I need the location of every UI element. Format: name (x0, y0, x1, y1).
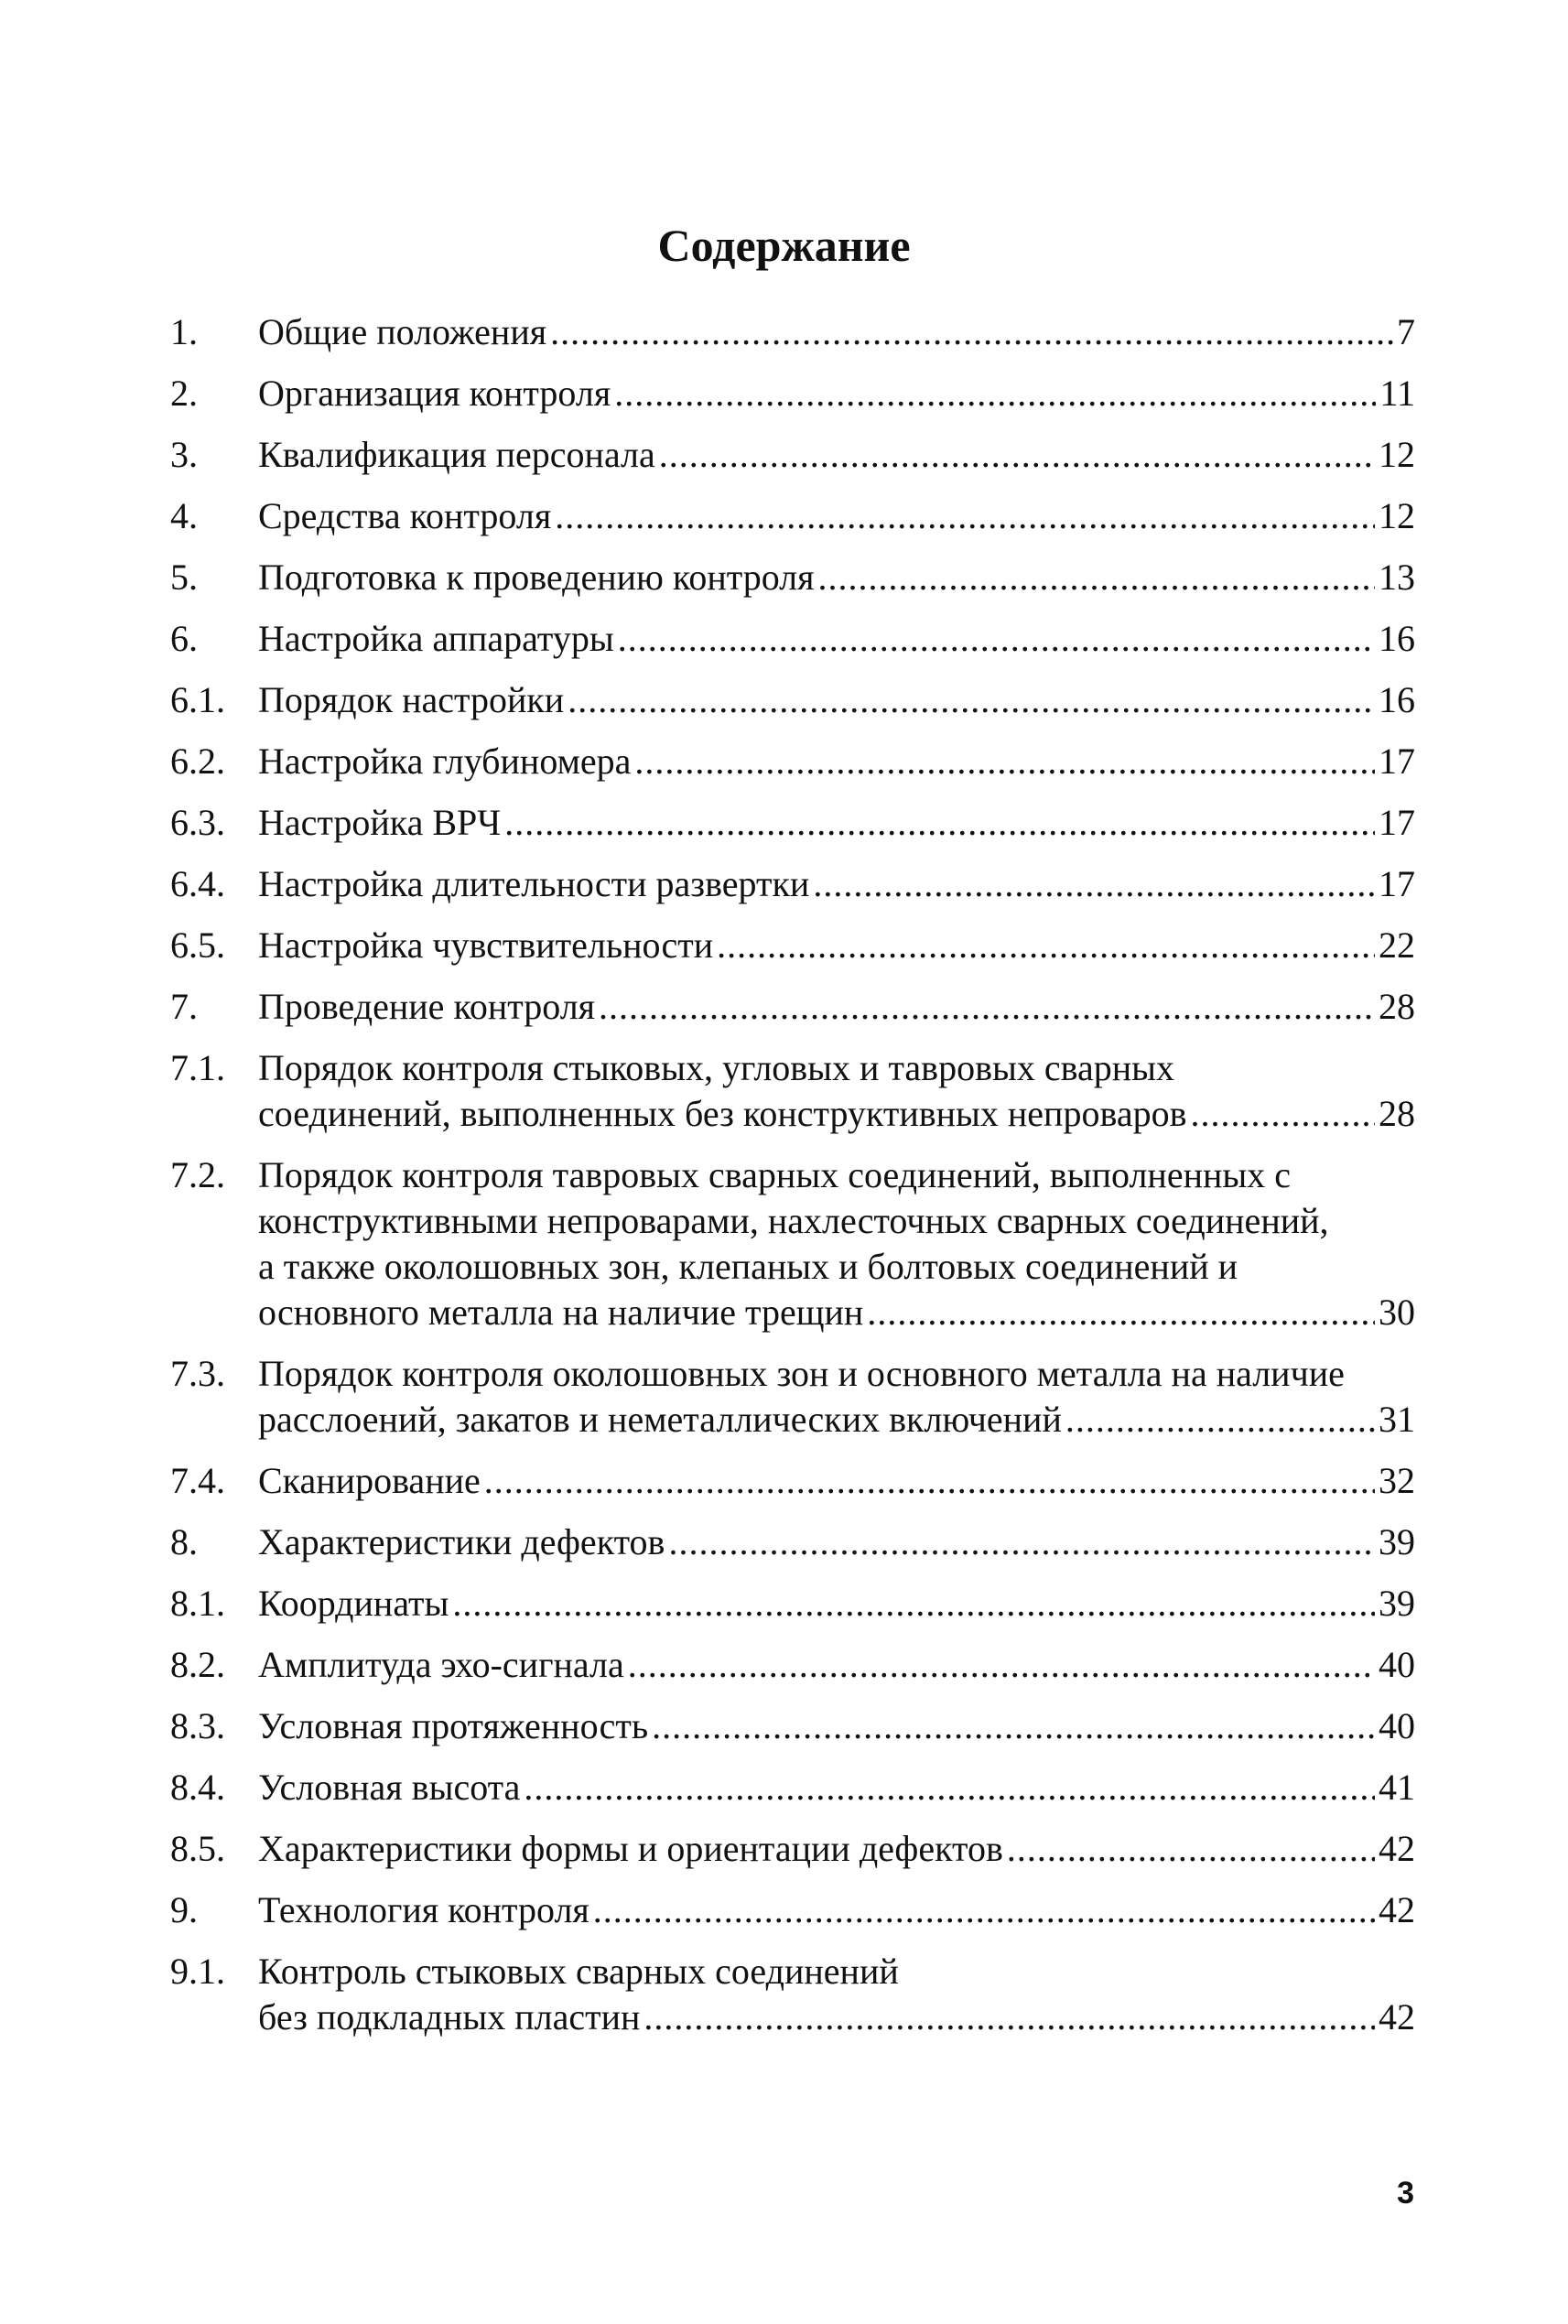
toc-entry-title-line: Организация контроля (258, 373, 611, 414)
toc-entry (170, 371, 1415, 416)
toc-entry-page: 41 (1379, 1767, 1415, 1808)
toc-entry-leader-row (258, 555, 1415, 600)
toc-entry-page: 31 (1379, 1399, 1415, 1440)
toc-entry (170, 1152, 1415, 1335)
toc-entry-title-line: Порядок контроля околошовных зон и основного металла на наличие (258, 1353, 1345, 1394)
page-number: 3 (1397, 2176, 1414, 2211)
toc-entry-page: 30 (1379, 1292, 1415, 1333)
dot-leader (484, 1458, 1375, 1504)
toc-entry (170, 555, 1415, 600)
toc-entry-page: 28 (1379, 1093, 1415, 1134)
toc-entry-leader-row (258, 1994, 1415, 2040)
toc-entry-body (258, 1826, 1415, 1872)
toc-entry-number: 7.4. (170, 1460, 225, 1501)
toc-entry-leader-row (258, 1703, 1415, 1749)
toc-entry-body (258, 1887, 1415, 1933)
toc-entry (170, 616, 1415, 662)
toc-entry-leader-row (258, 923, 1415, 968)
dot-leader (813, 861, 1375, 907)
toc-entry (170, 1351, 1415, 1443)
toc-entry-title-line: Общие положения (258, 311, 547, 352)
dot-leader (1007, 1826, 1375, 1872)
toc-entry (170, 1703, 1415, 1749)
toc-entry (170, 1458, 1415, 1504)
toc-entry-leader-row (258, 1397, 1415, 1443)
toc-entry-leader-row (258, 1887, 1415, 1933)
toc-entry-title-line: Настройка аппаратуры (258, 618, 614, 659)
toc-entry-leader-row (258, 1826, 1415, 1872)
toc-entry-title-line: Сканирование (258, 1460, 481, 1501)
dot-leader (634, 739, 1375, 784)
toc-entry-title-line: Средства контроля (258, 495, 552, 536)
toc-entry-title-line: Характеристики дефектов (258, 1521, 665, 1562)
toc-entry-number: 8. (170, 1521, 198, 1562)
dot-leader (599, 984, 1375, 1030)
toc-entry-page: 40 (1379, 1705, 1415, 1746)
toc-entry-number: 2. (170, 373, 198, 414)
toc-entry (170, 309, 1415, 355)
toc-entry-number: 8.1. (170, 1583, 225, 1624)
toc-entry-body (258, 1519, 1415, 1565)
toc-entry-number: 6.3. (170, 802, 225, 843)
toc-entry-title-line: Проведение контроля (258, 986, 596, 1027)
toc-entry-body (258, 1458, 1415, 1504)
toc-entry (170, 861, 1415, 907)
toc-entry-body (258, 1642, 1415, 1688)
toc-entry-number: 6.5. (170, 924, 225, 966)
toc-entry-page: 42 (1379, 1889, 1415, 1930)
toc-entry-body (258, 677, 1415, 723)
dot-leader (659, 432, 1375, 478)
toc-entry-page: 32 (1379, 1460, 1415, 1501)
toc-entry-title-line: Порядок настройки (258, 679, 565, 720)
toc-entry-page: 42 (1379, 1828, 1415, 1869)
toc-entry-number: 8.5. (170, 1828, 225, 1869)
toc-entry (170, 923, 1415, 968)
toc-entry-page: 28 (1379, 986, 1415, 1027)
toc-entry-title-line: Настройка глубиномера (258, 740, 632, 782)
toc-entry (170, 432, 1415, 478)
toc-entry-page: 16 (1379, 618, 1415, 659)
toc-entry-number: 6. (170, 618, 198, 659)
toc-entry-number: 4. (170, 495, 198, 536)
toc-entry-leader-row (258, 739, 1415, 784)
toc-entry-title-line: Квалификация персонала (258, 434, 655, 475)
toc-entry-body (258, 984, 1415, 1030)
toc-entry-title-line: а также околошовных зон, клепаных и болтовых соединений и (258, 1246, 1238, 1287)
toc-entry-body (258, 432, 1415, 478)
toc-entry-number: 6.1. (170, 679, 225, 720)
toc-entry-leader-row (258, 861, 1415, 907)
toc-entry (170, 1581, 1415, 1627)
dot-leader (867, 1290, 1375, 1335)
toc-entry-title-line: Подготовка к проведению контроля (258, 557, 815, 598)
toc-entry-leader-row (258, 1765, 1415, 1811)
toc-entry-body (258, 1581, 1415, 1627)
toc-entry-leader-row (258, 1642, 1415, 1688)
toc-entry-body (258, 616, 1415, 662)
toc-entry (170, 984, 1415, 1030)
toc-entry-page: 22 (1379, 924, 1415, 966)
toc-entry-title-line: основного металла на наличие трещин (258, 1292, 864, 1333)
toc-entry-body (258, 1351, 1415, 1443)
dot-leader (550, 309, 1393, 355)
toc-entry-page: 11 (1379, 373, 1415, 414)
toc-entry-number: 7.2. (170, 1154, 225, 1195)
toc-entry-body (258, 1152, 1415, 1335)
dot-leader (452, 1581, 1375, 1627)
dot-leader (668, 1519, 1375, 1565)
toc-entry-page: 17 (1379, 740, 1415, 782)
toc-entry-page: 7 (1397, 311, 1415, 352)
toc-entry-leader-row (258, 1581, 1415, 1627)
toc-entry-title-line: Условная протяженность (258, 1705, 649, 1746)
toc-entry-body (258, 1765, 1415, 1811)
toc-title: Содержание (657, 220, 911, 271)
toc-entry-title-line: соединений, выполненных без конструктивных непроваров (258, 1093, 1187, 1134)
toc-entry-title-line: Координаты (258, 1583, 449, 1624)
toc-entry-leader-row (258, 1091, 1415, 1137)
toc-entry-page: 12 (1379, 495, 1415, 536)
dot-leader (555, 493, 1375, 539)
toc-entry-leader-row (258, 1290, 1415, 1335)
toc-entry-body (258, 555, 1415, 600)
dot-leader (568, 677, 1375, 723)
toc-entry (170, 1826, 1415, 1872)
toc-entry-number: 8.3. (170, 1705, 225, 1746)
toc-entry-number: 9. (170, 1889, 198, 1930)
dot-leader (1190, 1091, 1375, 1137)
toc-entry-number: 7.1. (170, 1047, 225, 1088)
toc-entry-body (258, 1949, 1415, 2040)
toc-entry-leader-row (258, 800, 1415, 846)
toc-entry-number: 8.4. (170, 1767, 225, 1808)
toc-entry-body (258, 739, 1415, 784)
dot-leader (717, 923, 1375, 968)
toc-entry (170, 739, 1415, 784)
toc-entry-body (258, 309, 1415, 355)
toc-entry-leader-row (258, 1458, 1415, 1504)
toc-entry-leader-row (258, 309, 1415, 355)
dot-leader (818, 555, 1375, 600)
toc-entry-body (258, 861, 1415, 907)
toc-entry-page: 39 (1379, 1583, 1415, 1624)
toc-entry-title-line: Настройка чувствительности (258, 924, 714, 966)
toc-entry (170, 800, 1415, 846)
toc-entry-body (258, 371, 1415, 416)
toc-entry (170, 493, 1415, 539)
toc-entry-body (258, 493, 1415, 539)
dot-leader (504, 800, 1375, 846)
toc-entry-leader-row (258, 984, 1415, 1030)
toc-entry-number: 3. (170, 434, 198, 475)
toc-entry-title-line: Технология контроля (258, 1889, 589, 1930)
toc-entry (170, 1949, 1415, 2040)
dot-leader (1065, 1397, 1375, 1443)
toc-entry-body (258, 800, 1415, 846)
toc-entry-title-line: Настройка ВРЧ (258, 802, 502, 843)
toc-entry (170, 1045, 1415, 1137)
table-of-contents (170, 309, 1415, 2056)
toc-entry-title-line: Порядок контроля тавровых сварных соединений, выполненных с (258, 1154, 1292, 1195)
toc-entry-title-line: Условная высота (258, 1767, 521, 1808)
toc-entry (170, 1887, 1415, 1933)
toc-entry-page: 42 (1379, 1996, 1415, 2038)
toc-entry-number: 7.3. (170, 1353, 225, 1394)
toc-entry-leader-row (258, 616, 1415, 662)
toc-entry-body (258, 923, 1415, 968)
toc-entry (170, 1519, 1415, 1565)
dot-leader (643, 1994, 1375, 2040)
toc-entry-page: 39 (1379, 1521, 1415, 1562)
dot-leader (614, 371, 1376, 416)
toc-entry-number: 7. (170, 986, 198, 1027)
dot-leader (652, 1703, 1375, 1749)
toc-entry-page: 12 (1379, 434, 1415, 475)
toc-entry (170, 1642, 1415, 1688)
toc-entry-title-line: без подкладных пластин (258, 1996, 641, 2038)
dot-leader (524, 1765, 1375, 1811)
dot-leader (618, 616, 1375, 662)
toc-entry-page: 40 (1379, 1644, 1415, 1685)
toc-entry-page: 13 (1379, 557, 1415, 598)
toc-entry-page: 17 (1379, 802, 1415, 843)
toc-entry-number: 6.2. (170, 740, 225, 782)
toc-entry-number: 9.1. (170, 1951, 225, 1992)
toc-entry-leader-row (258, 371, 1415, 416)
toc-entry-title-line: конструктивными непроварами, нахлесточных сварных соединений, (258, 1200, 1329, 1241)
toc-entry-page: 17 (1379, 863, 1415, 904)
toc-entry-title-line: Характеристики формы и ориентации дефектов (258, 1828, 1003, 1869)
toc-entry-number: 5. (170, 557, 198, 598)
toc-entry-number: 1. (170, 311, 198, 352)
toc-entry-leader-row (258, 677, 1415, 723)
dot-leader (628, 1642, 1375, 1688)
toc-entry-leader-row (258, 493, 1415, 539)
toc-entry-title-line: расслоений, закатов и неметаллических включений (258, 1399, 1062, 1440)
toc-entry-body (258, 1045, 1415, 1137)
toc-entry-leader-row (258, 432, 1415, 478)
toc-entry-title-line: Порядок контроля стыковых, угловых и тавровых сварных (258, 1047, 1174, 1088)
toc-entry (170, 677, 1415, 723)
toc-entry-title-line: Контроль стыковых сварных соединений (258, 1951, 899, 1992)
toc-entry-body (258, 1703, 1415, 1749)
toc-entry-number: 8.2. (170, 1644, 225, 1685)
toc-entry-leader-row (258, 1519, 1415, 1565)
toc-entry (170, 1765, 1415, 1811)
toc-entry-number: 6.4. (170, 863, 225, 904)
toc-entry-title-line: Амплитуда эхо-сигнала (258, 1644, 624, 1685)
toc-entry-title-line: Настройка длительности развертки (258, 863, 810, 904)
dot-leader (593, 1887, 1375, 1933)
toc-entry-page: 16 (1379, 679, 1415, 720)
